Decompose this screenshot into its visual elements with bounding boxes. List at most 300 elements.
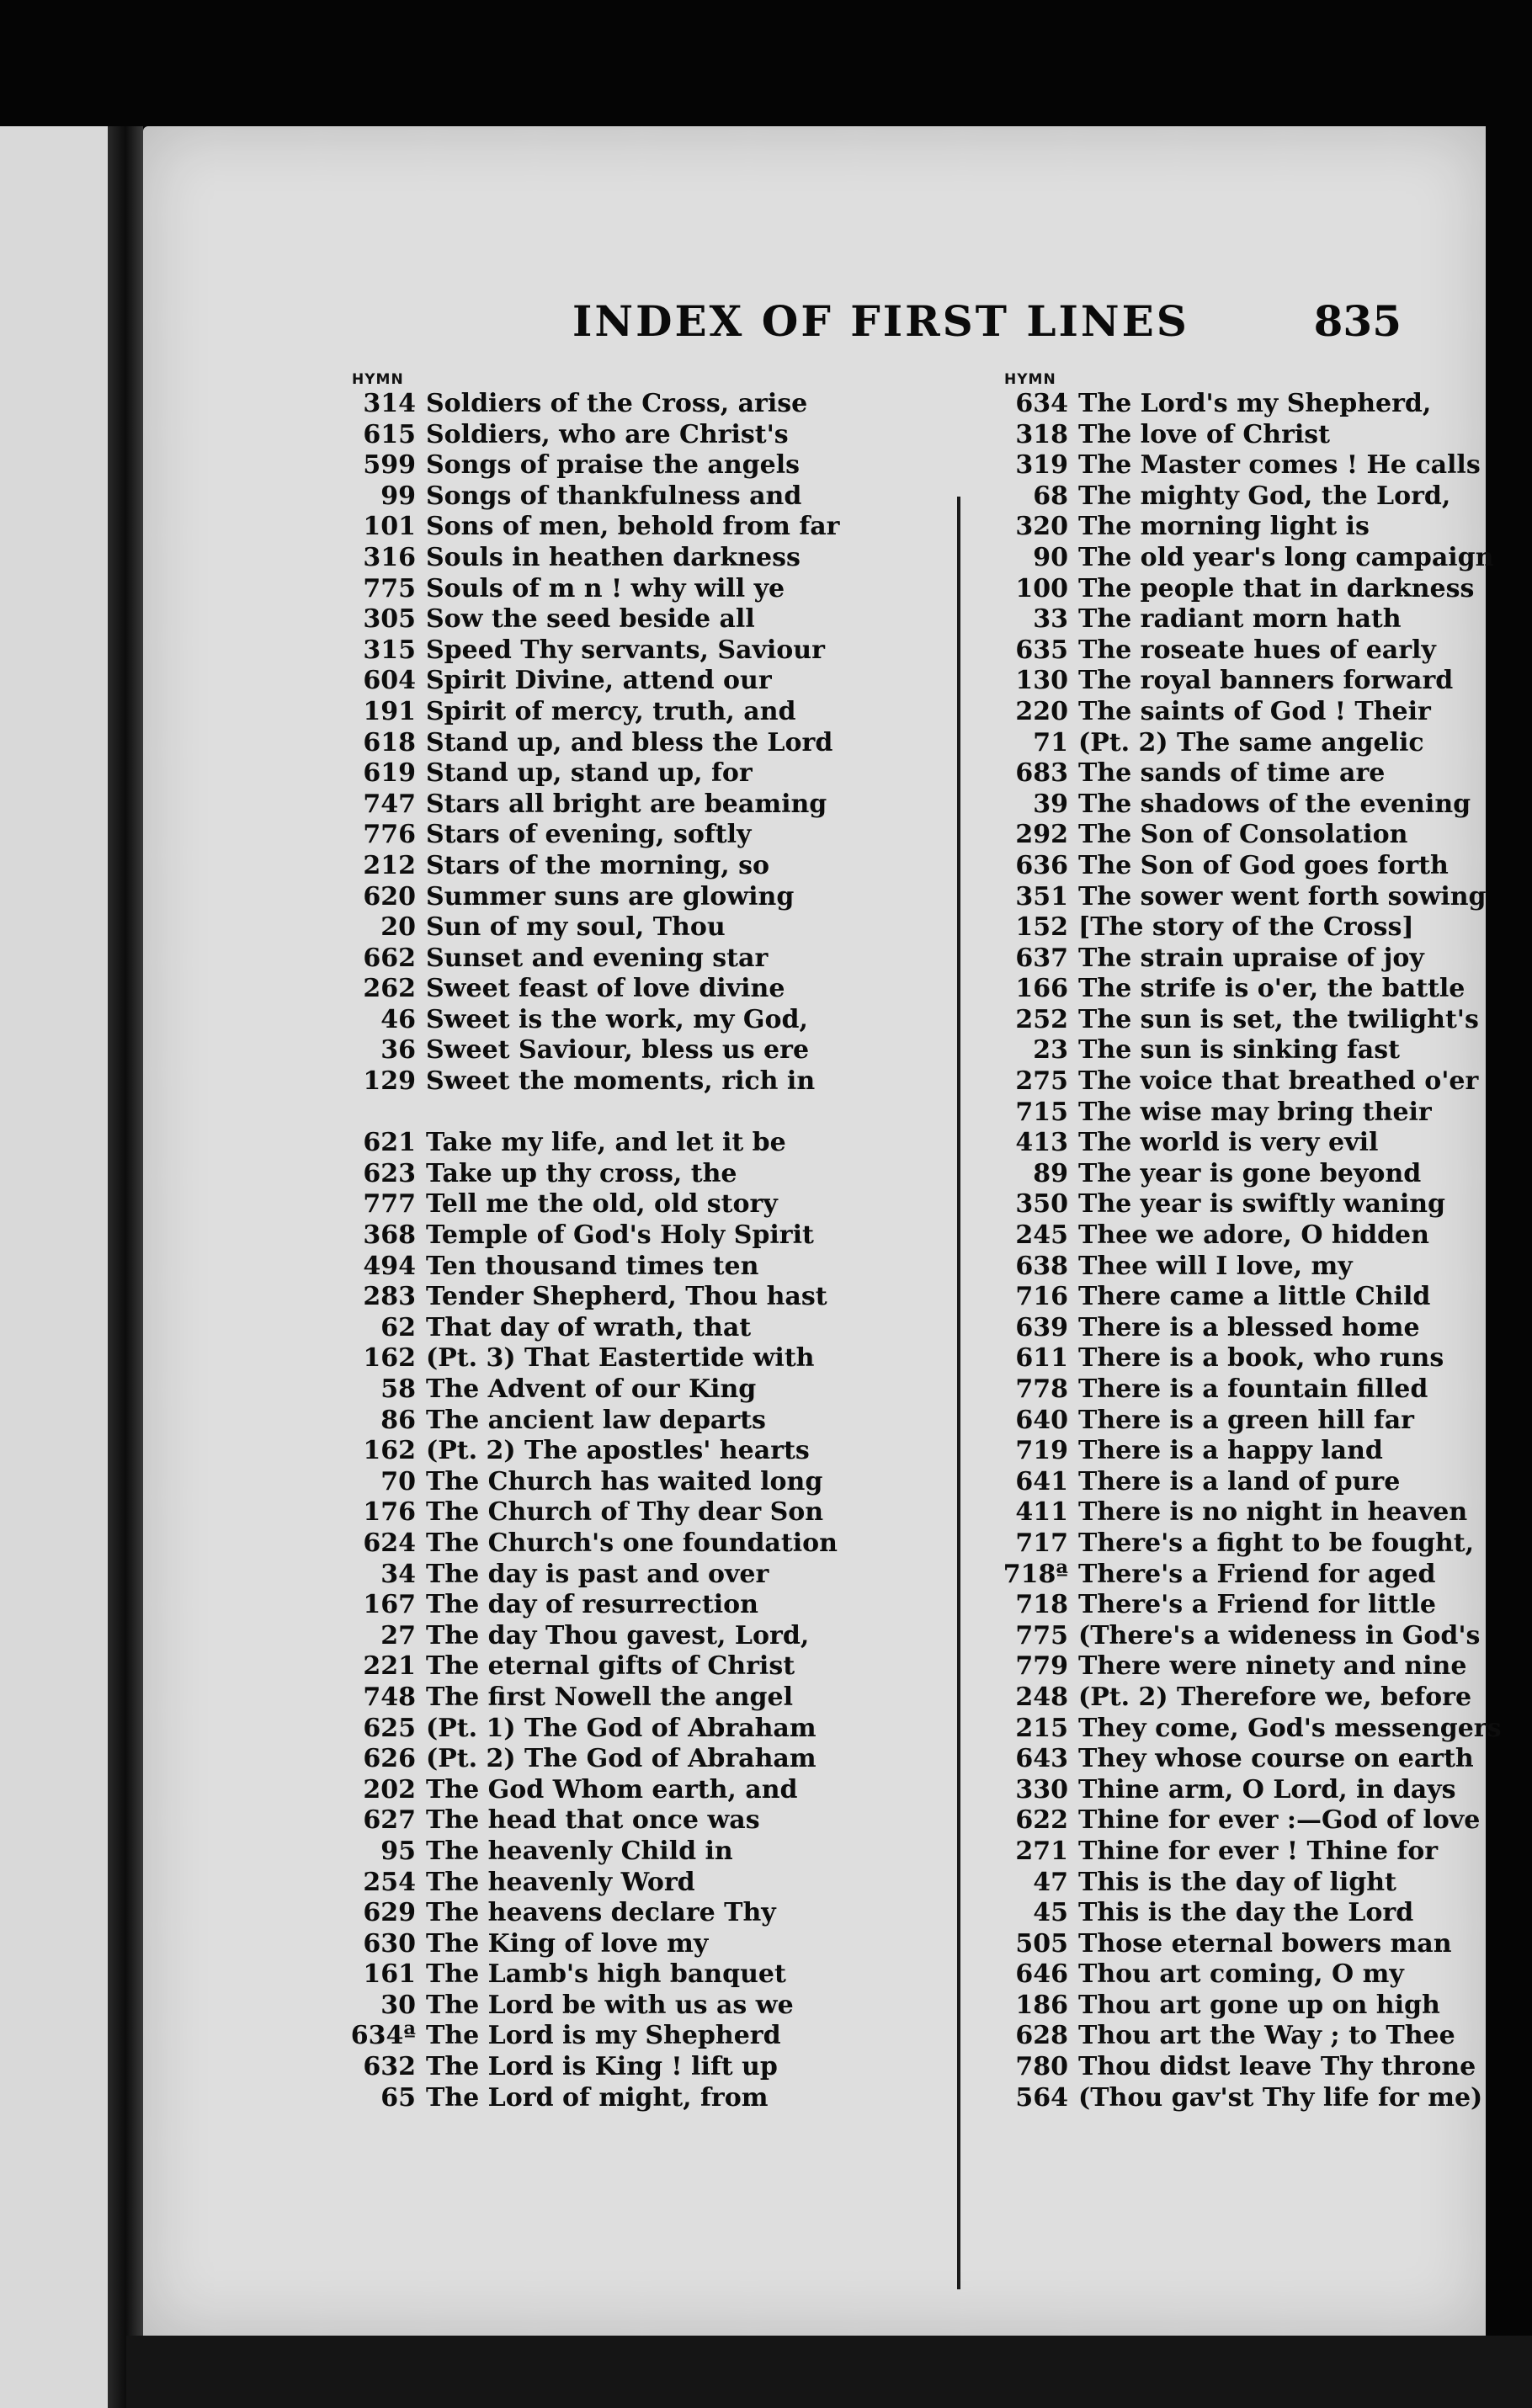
first-line: The saints of God ! Their [1078, 696, 1431, 726]
first-line: The eternal gifts of Christ [426, 1651, 795, 1682]
first-line: This is the day the Lord [1078, 1898, 1414, 1928]
hymn-number: 245 [1015, 1220, 1068, 1251]
hymn-number: 413 [1015, 1128, 1068, 1158]
first-line: They whose course on earth [1078, 1744, 1474, 1774]
facing-page-edge [0, 126, 108, 2408]
index-entry [997, 543, 1503, 574]
hymn-number: 620 [363, 881, 416, 912]
index-entry [345, 1035, 985, 1066]
hymn-number: 65 [380, 2082, 416, 2113]
index-entry [997, 1128, 1503, 1159]
index-entry [345, 604, 985, 635]
left-column [345, 370, 985, 2113]
index-entry [345, 697, 985, 728]
first-line: The Son of Consolation [1078, 820, 1408, 850]
index-entry [997, 1220, 1503, 1252]
hymn-number: 248 [1015, 1682, 1068, 1712]
hymn-number: 599 [363, 450, 416, 481]
index-entry [997, 697, 1503, 728]
index-entry [997, 974, 1503, 1005]
first-line: There is a book, who runs [1078, 1343, 1444, 1374]
index-entry [997, 2083, 1503, 2114]
first-line: Thou didst leave Thy throne [1078, 2052, 1476, 2082]
index-entry [345, 944, 985, 975]
hymn-number: 100 [1015, 573, 1068, 603]
hymn-number: 351 [1015, 881, 1068, 912]
hymn-number: 625 [363, 1713, 416, 1743]
index-entry [345, 851, 985, 882]
hymn-number: 275 [1015, 1066, 1068, 1097]
index-entry [997, 389, 1503, 420]
index-entry [345, 1837, 985, 1868]
first-line: There came a little Child [1078, 1282, 1431, 1312]
page-header [143, 296, 1486, 364]
index-entry [345, 1651, 985, 1682]
index-entry [997, 1252, 1503, 1283]
hymn-number: 20 [380, 912, 416, 943]
first-line: Souls of m n ! why will ye [426, 573, 785, 603]
first-line: The day Thou gavest, Lord, [426, 1620, 810, 1651]
first-line: The heavenly Child in [426, 1836, 733, 1866]
hymn-number: 316 [363, 542, 416, 572]
first-line: Sweet the moments, rich in [426, 1066, 816, 1097]
first-line: The sower went forth sowing [1078, 881, 1487, 912]
first-line: Sons of men, behold from far [426, 512, 840, 542]
first-line: (Pt. 2) The same angelic [1078, 727, 1424, 757]
hymn-number: 622 [1015, 1805, 1068, 1836]
index-entry [345, 481, 985, 513]
hymn-number: 212 [363, 850, 416, 880]
first-line: The head that once was [426, 1805, 760, 1836]
hymn-number: 33 [1033, 604, 1068, 635]
first-line: There is a happy land [1078, 1436, 1383, 1466]
index-entry [345, 1282, 985, 1313]
hymn-number: 70 [380, 1466, 416, 1496]
index-entry [345, 1128, 985, 1159]
index-entry [997, 604, 1503, 635]
index-entry [345, 389, 985, 420]
first-line: The Church has waited long [426, 1466, 823, 1496]
hymn-number: 176 [363, 1497, 416, 1528]
first-line: The ancient law departs [426, 1405, 766, 1435]
index-entry [345, 1220, 985, 1252]
index-entry [345, 912, 985, 944]
hymn-number: 314 [363, 389, 416, 418]
index-entry [997, 1744, 1503, 1775]
hymn-number: 30 [380, 1990, 416, 2020]
hymn-number: 99 [380, 481, 416, 511]
index-entry [997, 1467, 1503, 1498]
index-entry [997, 1159, 1503, 1190]
hymn-number: 639 [1015, 1312, 1068, 1342]
first-line: Thine for ever ! Thine for [1078, 1836, 1439, 1866]
index-entry [997, 481, 1503, 513]
first-line: The wise may bring their [1078, 1097, 1432, 1127]
first-line: Soldiers, who are Christ's [426, 419, 789, 449]
first-line: There is a blessed home [1078, 1312, 1420, 1342]
index-entry [997, 450, 1503, 481]
index-entry [345, 1805, 985, 1837]
first-line: The Master comes ! He calls [1078, 450, 1481, 481]
first-line: Sweet is the work, my God, [426, 1004, 808, 1034]
hymn-number: 39 [1033, 789, 1068, 819]
hymn-number: 320 [1015, 512, 1068, 542]
hymn-number: 319 [1015, 450, 1068, 481]
index-entry [345, 1714, 985, 1745]
hymn-number: 776 [363, 820, 416, 850]
first-line: The world is very evil [1078, 1128, 1379, 1158]
first-line: Spirit Divine, attend our [426, 666, 772, 696]
index-entry [345, 1374, 985, 1406]
index-entry [997, 1528, 1503, 1560]
first-line: Souls in heathen darkness [426, 542, 801, 572]
index-entry [345, 882, 985, 913]
first-line: The shadows of the evening [1078, 789, 1471, 819]
hymn-number: 283 [363, 1282, 416, 1312]
index-entry [997, 1837, 1503, 1868]
index-entry [345, 1406, 985, 1437]
hymn-number: 621 [363, 1128, 416, 1158]
hymn-number: 775 [363, 573, 416, 603]
index-entry [345, 1775, 985, 1806]
index-entry [997, 728, 1503, 759]
hymn-number: 611 [1015, 1343, 1068, 1374]
index-entry [345, 635, 985, 667]
first-line: The Lord of might, from [426, 2082, 769, 2113]
index-entry [997, 820, 1503, 851]
hymn-number: 45 [1033, 1898, 1068, 1928]
first-line: Stand up, stand up, for [426, 758, 753, 789]
hymn-number: 101 [363, 512, 416, 542]
first-line: The year is gone beyond [1078, 1158, 1422, 1188]
first-line: Sunset and evening star [426, 943, 769, 973]
index-entry [345, 1991, 985, 2022]
first-line: There is no night in heaven [1078, 1497, 1468, 1528]
hymn-number: 252 [1015, 1004, 1068, 1034]
first-line: (Pt. 2) The apostles' hearts [426, 1436, 810, 1466]
index-entry [345, 1959, 985, 1991]
index-gap [345, 1098, 985, 1129]
index-entry [997, 1066, 1503, 1098]
hymn-number: 215 [1015, 1713, 1068, 1743]
hymn-number: 305 [363, 604, 416, 635]
first-line: The God Whom earth, and [426, 1774, 798, 1805]
index-entry [997, 420, 1503, 451]
hymn-number: 254 [363, 1867, 416, 1897]
first-line: Take my life, and let it be [426, 1128, 786, 1158]
index-entry [997, 1497, 1503, 1528]
hymn-number: 604 [363, 666, 416, 696]
first-line: Sun of my soul, Thou [426, 912, 726, 943]
index-entry [345, 2052, 985, 2083]
first-line: They come, God's messengers [1078, 1713, 1502, 1743]
first-line: Thou art the Way ; to Thee [1078, 2021, 1455, 2051]
first-line: Stars of evening, softly [426, 820, 752, 850]
index-entry [997, 2052, 1503, 2083]
index-entry [997, 1959, 1503, 1991]
index-entry [345, 2083, 985, 2114]
first-line: Temple of God's Holy Spirit [426, 1220, 814, 1251]
index-entry [345, 758, 985, 789]
hymn-number: 628 [1015, 2021, 1068, 2051]
book-page [143, 126, 1502, 2336]
first-line: [The story of the Cross] [1078, 912, 1414, 943]
hymn-number: 90 [1033, 542, 1068, 572]
first-line: There's a fight to be fought, [1078, 1528, 1475, 1558]
hymn-number: 161 [363, 1959, 416, 1990]
hymn-number: 629 [363, 1898, 416, 1928]
index-entry [345, 1252, 985, 1283]
hymn-number: 637 [1015, 943, 1068, 973]
first-line: The strain upraise of joy [1078, 943, 1424, 973]
hymn-number: 641 [1015, 1466, 1068, 1496]
hymn-number: 627 [363, 1805, 416, 1836]
index-entry [345, 1313, 985, 1344]
hymn-number: 564 [1015, 2082, 1068, 2113]
hymn-number: 630 [363, 1928, 416, 1959]
hymn-number: 220 [1015, 696, 1068, 726]
hymn-number: 719 [1015, 1436, 1068, 1466]
first-line: Songs of thankfulness and [426, 481, 802, 511]
index-entry [345, 1005, 985, 1036]
hymn-number: 58 [380, 1374, 416, 1404]
first-line: Sweet feast of love divine [426, 974, 785, 1004]
first-line: (Pt. 3) That Eastertide with [426, 1343, 815, 1374]
hymn-number: 152 [1015, 912, 1068, 943]
hymn-number: 315 [363, 635, 416, 665]
index-entry [997, 2021, 1503, 2052]
first-line: The sun is sinking fast [1078, 1035, 1400, 1066]
index-entry [345, 1467, 985, 1498]
first-line: Sow the seed beside all [426, 604, 755, 635]
hymn-number: 162 [363, 1436, 416, 1466]
first-line: Stars all bright are beaming [426, 789, 827, 819]
hymn-number: 634 [1015, 389, 1068, 418]
hymn-number: 202 [363, 1774, 416, 1805]
first-line: The old year's long campaign [1078, 542, 1494, 572]
hymn-number: 777 [363, 1189, 416, 1220]
right-column [997, 370, 1503, 2113]
hymn-number: 221 [363, 1651, 416, 1682]
index-entry [345, 512, 985, 543]
index-entry [997, 1621, 1503, 1652]
index-entry [345, 574, 985, 605]
first-line: Thine arm, O Lord, in days [1078, 1774, 1456, 1805]
first-line: Stars of the morning, so [426, 850, 770, 880]
index-entry [345, 2021, 985, 2052]
hymn-number: 62 [380, 1312, 416, 1342]
index-entry [345, 1066, 985, 1098]
hymn-number: 636 [1015, 850, 1068, 880]
index-entry [997, 789, 1503, 821]
hymn-number: 778 [1015, 1374, 1068, 1404]
index-entry [997, 882, 1503, 913]
index-entry [997, 1374, 1503, 1406]
first-line: The sands of time are [1078, 758, 1386, 789]
hymn-number: 191 [363, 696, 416, 726]
first-line: The Church's one foundation [426, 1528, 838, 1558]
first-line: The strife is o'er, the battle [1078, 974, 1466, 1004]
index-entry [997, 1436, 1503, 1467]
hymn-number: 624 [363, 1528, 416, 1558]
first-line: The Church of Thy dear Son [426, 1497, 824, 1528]
hymn-number: 505 [1015, 1928, 1068, 1959]
index-entry [997, 1005, 1503, 1036]
index-entry [997, 1560, 1503, 1591]
index-entry [997, 1189, 1503, 1220]
hymn-number: 748 [363, 1682, 416, 1712]
hymn-number: 271 [1015, 1836, 1068, 1866]
first-line: (Pt. 2) Therefore we, before [1078, 1682, 1472, 1712]
index-entry [997, 635, 1503, 667]
first-line: There is a green hill far [1078, 1405, 1414, 1435]
index-entry [345, 666, 985, 697]
book-gutter [108, 126, 143, 2408]
first-line: The Son of God goes forth [1078, 850, 1449, 880]
index-entry [345, 1898, 985, 1929]
hymn-number: 318 [1015, 419, 1068, 449]
first-line: The radiant morn hath [1078, 604, 1402, 635]
hymn-number: 350 [1015, 1189, 1068, 1220]
hymn-number: 262 [363, 974, 416, 1004]
hymn-number: 166 [1015, 974, 1068, 1004]
first-line: Thou art gone up on high [1078, 1990, 1440, 2020]
first-line: This is the day of light [1078, 1867, 1396, 1897]
first-line: Thee we adore, O hidden [1078, 1220, 1429, 1251]
first-line: That day of wrath, that [426, 1312, 752, 1342]
first-line: The voice that breathed o'er [1078, 1066, 1479, 1097]
hymn-number: 717 [1015, 1528, 1068, 1558]
hymn-number: 775 [1015, 1620, 1068, 1651]
index-entry [997, 758, 1503, 789]
hymn-number: 635 [1015, 635, 1068, 665]
index-entry [997, 1805, 1503, 1837]
first-line: The love of Christ [1078, 419, 1331, 449]
index-entry [345, 450, 985, 481]
hymn-number: 638 [1015, 1251, 1068, 1281]
first-line: Thine for ever :—God of love [1078, 1805, 1481, 1836]
index-entry [997, 1682, 1503, 1714]
index-entry [997, 1775, 1503, 1806]
index-entry [997, 512, 1503, 543]
right-index-list [997, 389, 1503, 2113]
first-line: Summer suns are glowing [426, 881, 795, 912]
hymn-number: 47 [1033, 1867, 1068, 1897]
index-entry [997, 851, 1503, 882]
hymn-number: 186 [1015, 1990, 1068, 2020]
index-entry [997, 1406, 1503, 1437]
hymn-number: 718 [1015, 1590, 1068, 1620]
hymn-number: 615 [363, 419, 416, 449]
hymn-number: 71 [1033, 727, 1068, 757]
first-line: The sun is set, the twilight's [1078, 1004, 1479, 1034]
hymn-number: 162 [363, 1343, 416, 1374]
index-entry [997, 1651, 1503, 1682]
index-entry [345, 543, 985, 574]
hymn-number: 129 [363, 1066, 416, 1097]
index-entry [345, 1343, 985, 1374]
hymn-number: 618 [363, 727, 416, 757]
hymn-number: 95 [380, 1836, 416, 1866]
index-entry [345, 974, 985, 1005]
index-entry [345, 820, 985, 851]
index-entry [345, 789, 985, 821]
hymn-number: 330 [1015, 1774, 1068, 1805]
index-entry [997, 1343, 1503, 1374]
hymn-number: 626 [363, 1744, 416, 1774]
hymn-number: 368 [363, 1220, 416, 1251]
index-entry [997, 1313, 1503, 1344]
first-line: (Thou gav'st Thy life for me) [1078, 2082, 1483, 2113]
index-entry [997, 666, 1503, 697]
first-line: The first Nowell the angel [426, 1682, 793, 1712]
first-line: Tell me the old, old story [426, 1189, 778, 1220]
index-entry [345, 420, 985, 451]
hymn-number: 23 [1033, 1035, 1068, 1066]
hymn-number: 411 [1015, 1497, 1068, 1528]
hymn-number: 716 [1015, 1282, 1068, 1312]
first-line: Soldiers of the Cross, arise [426, 389, 808, 418]
index-entry [997, 1282, 1503, 1313]
first-line: There's a Friend for little [1078, 1590, 1436, 1620]
index-entry [997, 1590, 1503, 1621]
first-line: The heavens declare Thy [426, 1898, 776, 1928]
index-entry [997, 912, 1503, 944]
first-line: The mighty God, the Lord, [1078, 481, 1451, 511]
hymn-number: 632 [363, 2052, 416, 2082]
index-entry [345, 1528, 985, 1560]
index-entry [345, 1744, 985, 1775]
index-entry [997, 1035, 1503, 1066]
first-line: The people that in darkness [1078, 573, 1475, 603]
first-line: Tender Shepherd, Thou hast [426, 1282, 827, 1312]
hymn-number: 619 [363, 758, 416, 789]
first-line: The King of love my [426, 1928, 709, 1959]
hymn-number: 86 [380, 1405, 416, 1435]
index-entry [345, 728, 985, 759]
first-line: Those eternal bowers man [1078, 1928, 1452, 1959]
index-entry [997, 1868, 1503, 1899]
first-line: Ten thousand times ten [426, 1251, 759, 1281]
first-line: Spirit of mercy, truth, and [426, 696, 796, 726]
first-line: Speed Thy servants, Saviour [426, 635, 825, 665]
index-entry [997, 1991, 1503, 2022]
hymn-number: 662 [363, 943, 416, 973]
page-title: INDEX OF FIRST LINES [572, 296, 1189, 346]
hymn-number: 89 [1033, 1158, 1068, 1188]
hymn-number: 623 [363, 1158, 416, 1188]
first-line: There's a Friend for aged [1078, 1559, 1436, 1589]
hymn-number: 634ª [350, 2021, 416, 2051]
first-line: Thou art coming, O my [1078, 1959, 1404, 1990]
first-line: The Lord's my Shepherd, [1078, 389, 1432, 418]
first-line: Sweet Saviour, bless us ere [426, 1035, 810, 1066]
hymn-number: 46 [380, 1004, 416, 1034]
index-entry [345, 1929, 985, 1960]
first-line: The morning light is [1078, 512, 1370, 542]
index-entry [997, 574, 1503, 605]
page-number: 835 [1313, 296, 1402, 346]
first-line: (Pt. 1) The God of Abraham [426, 1713, 817, 1743]
first-line: The year is swiftly waning [1078, 1189, 1446, 1220]
first-line: The Advent of our King [426, 1374, 757, 1404]
index-entry [345, 1189, 985, 1220]
index-entry [345, 1497, 985, 1528]
hymn-number: 130 [1015, 666, 1068, 696]
hymn-number: 640 [1015, 1405, 1068, 1435]
hymn-number: 68 [1033, 481, 1068, 511]
index-entry [345, 1436, 985, 1467]
